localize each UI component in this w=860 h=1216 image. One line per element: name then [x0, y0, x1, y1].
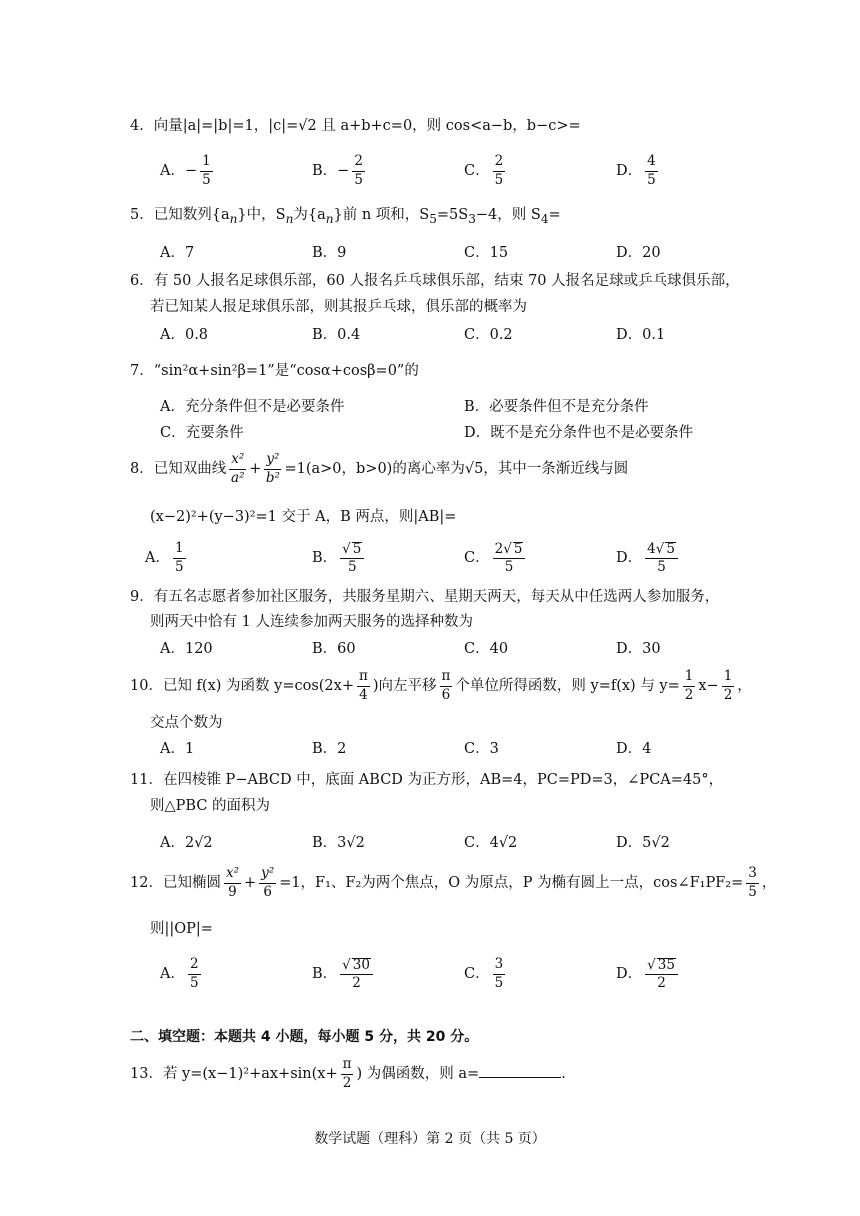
q6-options	[160, 318, 700, 352]
question-8: 8．已知双曲线 $\frac{\text{x²}}{\text{a²}}$ + $\frac{\text{y²}}{\text{b²}}$ =1(a>0，b>0)的离心率为√5，其中一条渐近线与圆	[130, 451, 629, 486]
q5-option-d[interactable]: D．20	[616, 245, 661, 261]
question-6: 6．有 50 人报名足球俱乐部，60 人报名乒乓球俱乐部，结束 70 人报名足球或乒乓球俱乐部，	[130, 273, 740, 289]
q12-option-b[interactable]: B． $\frac{√ 30}{2}$	[312, 957, 376, 991]
q10-options	[160, 732, 700, 766]
question-12: 12．已知椭圆 $\frac{\text{x²}}{9}$ + $\frac{\text{y²}}{6}$ =1，F₁、F₂为两个焦点，O 为原点，P 为椭有圆上一点，cos∠F₁PF₂= $\frac{3}{5}$ ，	[130, 865, 777, 900]
q5-option-b[interactable]: B．9	[312, 245, 347, 261]
question-8-line2: (x−2)²+(y−3)²=1 交于 A，B 两点，则|AB|=	[150, 509, 457, 525]
q8-option-c[interactable]: C． $\frac{2√ 5}{5}$	[464, 541, 528, 575]
q6-option-b[interactable]: B．0.4	[312, 327, 361, 343]
question-10: 10．已知 f(x) 为函数 y=cos(2x+ $\frac{\pi}{4}$ )向左平移 $\frac{\pi}{6}$ 个单位所得函数，则 y=f(x) 与 y= $\frac{1}{2}$ x− $\frac{1}{2}$ ，	[130, 668, 752, 703]
question-9-line2: 则两天中恰有 1 人连续参加两天服务的选择种数为	[150, 614, 473, 630]
q7-option-d[interactable]: D．既不是充分条件也不是必要条件	[464, 425, 694, 441]
q4-option-c[interactable]: C． $\frac{2}{5}$	[464, 153, 504, 188]
q12-option-c[interactable]: C． $\frac{3}{5}$	[464, 956, 504, 991]
question-11: 11．在四棱锥 P−ABCD 中，底面 ABCD 为正方形，AB=4，PC=PD=3，∠PCA=45°，	[130, 772, 724, 788]
q5-options	[160, 236, 700, 270]
page-footer: 数学试题（理科）第 2 页（共 5 页）	[314, 1131, 546, 1147]
q4-option-a[interactable]: A． − $\frac{1}{5}$	[160, 153, 211, 188]
q12-option-a[interactable]: A． $\frac{2}{5}$	[160, 956, 199, 991]
q7-option-a[interactable]: A．充分条件但不是必要条件	[160, 399, 345, 415]
q10-option-b[interactable]: B．2	[312, 741, 347, 757]
q8-options	[145, 541, 685, 575]
q11-option-c[interactable]: C．4√2	[464, 835, 518, 851]
q9-option-d[interactable]: D．30	[616, 641, 661, 657]
q11-option-d[interactable]: D．5√2	[616, 835, 670, 851]
question-10-line2: 交点个数为	[150, 715, 223, 731]
question-6-line2: 若已知某人报足球俱乐部，则其报乒乓球，俱乐部的概率为	[150, 299, 527, 315]
q11-option-a[interactable]: A．2√2	[160, 835, 213, 851]
q12-options	[160, 957, 700, 991]
q6-option-a[interactable]: A．0.8	[160, 327, 209, 343]
question-5: 5．已知数列$\{a_n\}$中，$S_n$为$\{a_n\}$前 n 项和，$S_5=5S_3-4$，则 $S_4=$	[130, 207, 561, 226]
section-2-heading: 二、填空题：本题共 4 小题，每小题 5 分，共 20 分。	[130, 1029, 479, 1045]
q7-option-c[interactable]: C．充要条件	[160, 425, 244, 441]
q10-option-a[interactable]: A．1	[160, 741, 195, 757]
q13-answer-blank[interactable]	[479, 1063, 561, 1078]
q8-option-b[interactable]: B． $\frac{√ 5}{5}$	[312, 541, 367, 575]
q4-option-b[interactable]: B． − $\frac{2}{5}$	[312, 153, 363, 188]
q9-options	[160, 632, 700, 666]
q10-option-c[interactable]: C．3	[464, 741, 499, 757]
q11-options	[160, 826, 700, 860]
q4-stem: 向量|a|=|b|=1，|c|=√2 且 a+b+c=0，则 cos<a−b，b−c>=	[153, 118, 581, 134]
question-9: 9．有五名志愿者参加社区服务，共服务星期六、星期天两天，每天从中任选两人参加服务，	[130, 589, 720, 605]
q7-option-b[interactable]: B．必要条件但不是充分条件	[464, 399, 649, 415]
q4-number: 4．	[130, 118, 154, 134]
q8-option-d[interactable]: D． $\frac{4√ 5}{5}$	[616, 541, 681, 575]
question-13: 13．若 y=(x−1)²+ax+sin(x+ $\frac{\pi}{2}$ ) 为偶函数，则 a= .	[130, 1056, 566, 1091]
q11-option-b[interactable]: B．3√2	[312, 835, 365, 851]
q4-option-d[interactable]: D． $\frac{4}{5}$	[616, 153, 656, 188]
q10-option-d[interactable]: D．4	[616, 741, 652, 757]
q9-option-b[interactable]: B．60	[312, 641, 356, 657]
q6-option-c[interactable]: C．0.2	[464, 327, 513, 343]
q12-option-d[interactable]: D． $\frac{√ 35}{2}$	[616, 957, 681, 991]
question-11-line2: 则△PBC 的面积为	[150, 798, 271, 814]
question-4	[130, 115, 581, 137]
q9-option-c[interactable]: C．40	[464, 641, 509, 657]
q4-options	[160, 154, 700, 188]
q6-option-d[interactable]: D．0.1	[616, 327, 666, 343]
question-12-line2: 则||OP|=	[150, 921, 213, 937]
q9-option-a[interactable]: A．120	[160, 641, 213, 657]
q7-options-row2	[160, 416, 700, 450]
q8-option-a[interactable]: A． $\frac{1}{5}$	[145, 540, 184, 575]
q5-option-a[interactable]: A．7	[160, 245, 195, 261]
question-7: 7．“sin²α+sin²β=1”是“cosα+cosβ=0”的	[130, 363, 419, 379]
q5-option-c[interactable]: C．15	[464, 245, 509, 261]
